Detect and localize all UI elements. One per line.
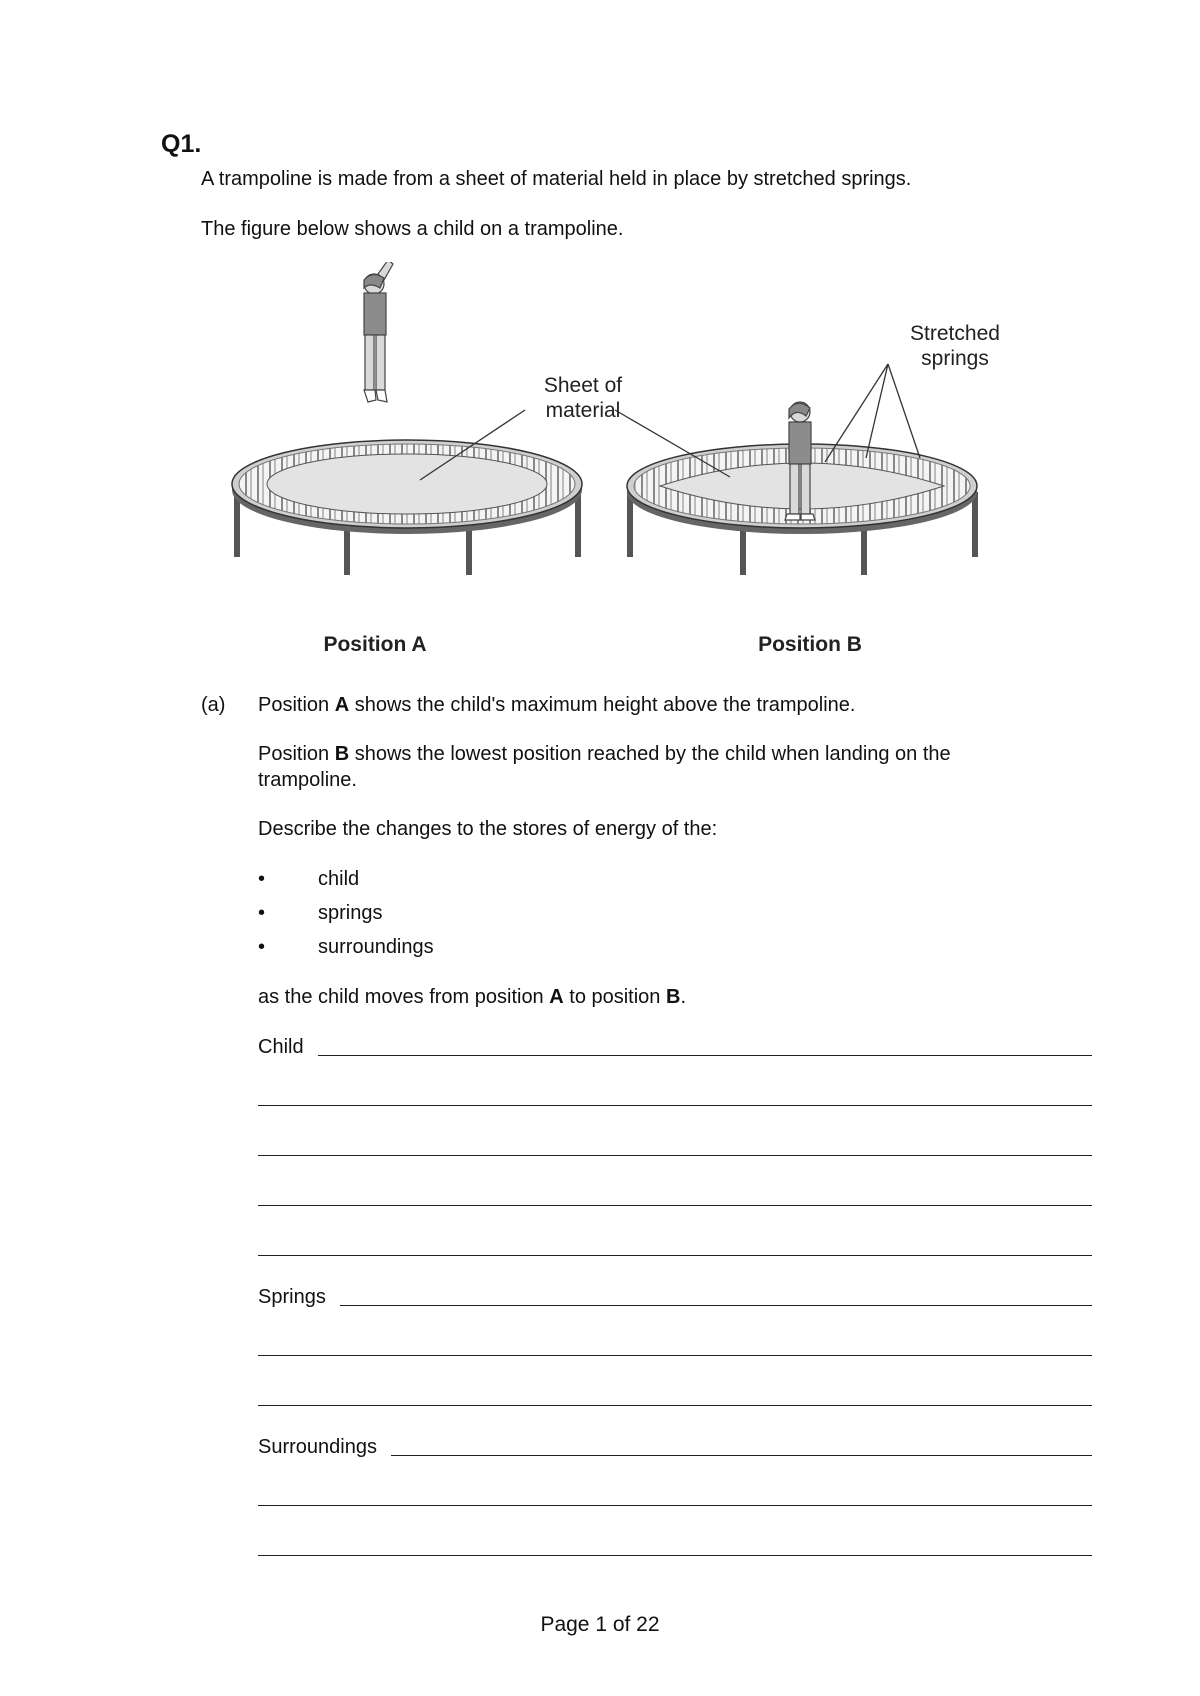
bullet-item-surroundings: surroundings: [318, 936, 434, 958]
springs-label: Springs: [258, 1286, 326, 1308]
answer-line-child[interactable]: [258, 1034, 1092, 1060]
answer-rule[interactable]: [258, 1405, 1092, 1406]
page-number: Page 1 of 22: [540, 1613, 660, 1636]
bullet-item-child: child: [318, 868, 360, 890]
child-jumping: [364, 262, 393, 402]
answer-line-surroundings[interactable]: [258, 1434, 1092, 1460]
bullet-icon: •: [258, 936, 266, 958]
answer-rule[interactable]: [258, 1205, 1092, 1206]
answer-line[interactable]: [258, 1384, 1092, 1410]
answer-rule[interactable]: [258, 1255, 1092, 1256]
question-intro-1: A trampoline is made from a sheet of material held in place by stretched springs.: [201, 168, 912, 190]
answer-line[interactable]: [258, 1234, 1092, 1260]
surroundings-label: Surroundings: [258, 1436, 377, 1458]
answer-rule[interactable]: [258, 1505, 1092, 1506]
answer-rule[interactable]: [391, 1455, 1092, 1456]
answer-line[interactable]: [258, 1084, 1092, 1110]
bullet-icon: •: [258, 902, 266, 924]
trampoline-a: [232, 440, 582, 575]
label-sheet-line1: Sheet of: [543, 374, 623, 397]
question-intro-2: The figure below shows a child on a trampoline.: [201, 218, 624, 240]
part-a-instruction: Describe the changes to the stores of energy of the:: [258, 818, 718, 840]
label-springs-line2: springs: [921, 347, 989, 370]
answer-rule[interactable]: [258, 1105, 1092, 1106]
part-a-sentence-4: as the child moves from position A to position B.: [258, 986, 687, 1008]
leg: [972, 492, 978, 557]
child-label: Child: [258, 1036, 304, 1058]
bullet-item-springs: springs: [318, 902, 383, 924]
answer-line-springs[interactable]: [258, 1284, 1092, 1310]
part-a-sentence-2: Position B shows the lowest position reached by the child when landing on the: [258, 743, 951, 765]
part-a-label: (a): [201, 694, 226, 716]
answer-line[interactable]: [258, 1334, 1092, 1360]
answer-rule[interactable]: [258, 1155, 1092, 1156]
caption-position-b: Position B: [758, 633, 862, 656]
answer-rule[interactable]: [258, 1555, 1092, 1556]
leg: [575, 492, 581, 557]
answer-rule[interactable]: [258, 1355, 1092, 1356]
question-number: Q1.: [161, 130, 202, 158]
part-a-sentence-2-line-2: trampoline.: [258, 769, 357, 791]
answer-rule[interactable]: [340, 1305, 1092, 1306]
answer-line[interactable]: [258, 1534, 1092, 1560]
trampoline-figure: [220, 262, 1060, 672]
answer-line[interactable]: [258, 1184, 1092, 1210]
label-springs-line1: Stretched: [910, 322, 1000, 345]
part-a-sentence-1: Position A shows the child's maximum height above the trampoline.: [258, 694, 856, 716]
sheet-of-material: [267, 454, 547, 514]
answer-line[interactable]: [258, 1484, 1092, 1510]
caption-position-a: Position A: [323, 633, 427, 656]
answer-rule[interactable]: [318, 1055, 1092, 1056]
bullet-icon: •: [258, 868, 266, 890]
label-sheet-line2: material: [545, 399, 621, 422]
answer-line[interactable]: [258, 1134, 1092, 1160]
